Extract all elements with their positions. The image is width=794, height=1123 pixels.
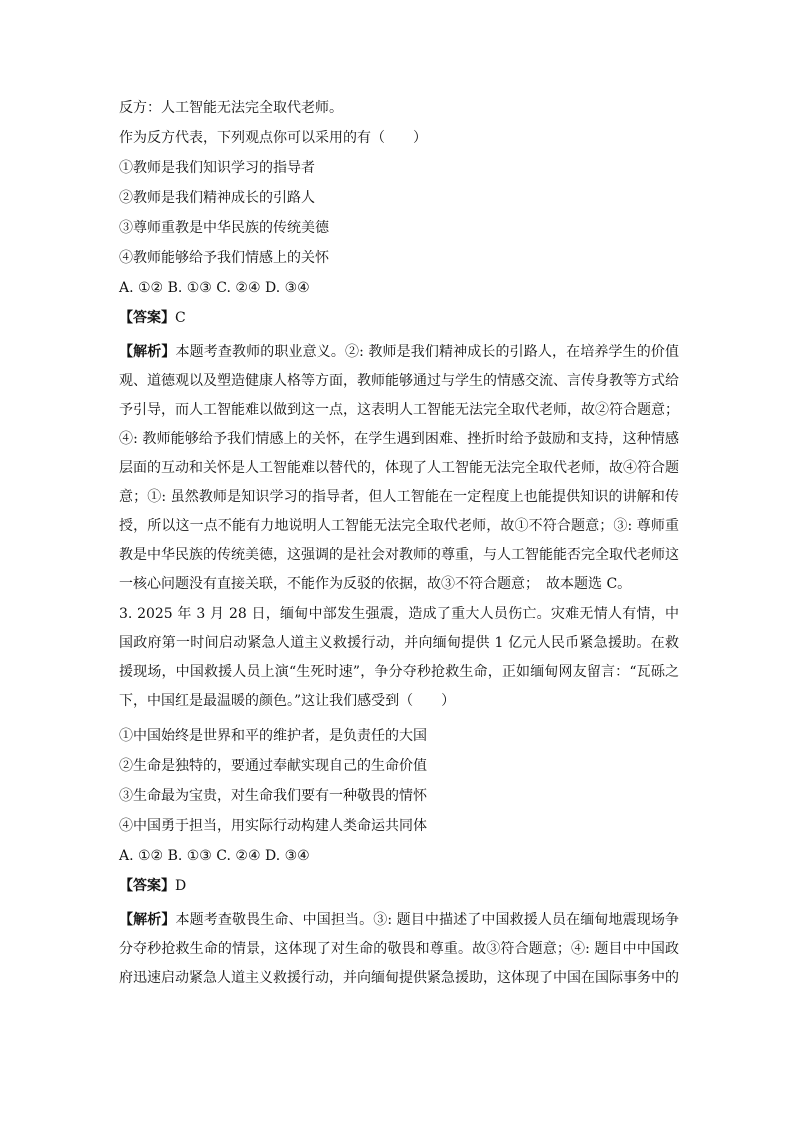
answer-tag: 【答案】	[119, 878, 175, 894]
question-2-option-1: ①教师是我们知识学习的指导者	[119, 160, 315, 176]
question-2-option-2: ②教师是我们精神成长的引路人	[119, 190, 315, 206]
answer-value: D	[175, 878, 187, 894]
question-3-option-1: ①中国始终是世界和平的维护者，是负责任的大国	[119, 728, 427, 744]
question-3-option-2: ②生命是独特的，要通过奉献实现自己的生命价值	[119, 758, 427, 774]
question-2-stance: 反方：人工智能无法完全取代老师。	[119, 100, 343, 116]
answer-value: C	[175, 310, 186, 326]
question-2-option-3: ③尊师重教是中华民族的传统美德	[119, 220, 329, 236]
question-3-answer	[119, 876, 679, 896]
question-3-option-4: ④中国勇于担当，用实际行动构建人类命运共同体	[119, 818, 427, 834]
answer-tag: 【答案】	[119, 310, 175, 326]
question-3-choices: A. ①② B. ①③ C. ②④ D. ③④	[119, 848, 310, 864]
page-content	[119, 98, 679, 994]
question-2-prompt: 作为反方代表，下列观点你可以采用的有（ ）	[119, 130, 427, 146]
question-2-analysis	[119, 338, 679, 599]
analysis-text: 本题考查教师的职业意义。②: 教师是我们精神成长的引路人，在培养学生的价值观、道德观以及塑造健康人格等方面，教师能够通过与学生的情感交流、言传身教等方式给予引导，而人工智能难以做到这一点，这表明人工智能无法完全取代老师，故②符合题意；④: 教师能够给予我们情感上的关怀，在学生遇到困难、挫折时给予鼓励和支持，这种情感层面的互动和关怀是人工智能难以替代的，体现了人工智能无法完全取代老师，故④符合题意；①: 虽然教师是知识学习的指导者，但人工智能在一定程度上也能提供知识的讲解和传授，所以这一点不能有力地说明人工智能无法完全取代老师，故①不符合题意；③: 尊师重教是中华民族的传统美德，这强调的是社会对教师的尊重，与人工智能能否完全取代老师这一核心问题没有直接关联，不能作为反驳的依据，故③不符合题意； 故本题选 C。	[119, 344, 679, 592]
question-2-option-4: ④教师能够给予我们情感上的关怀	[119, 250, 329, 266]
question-3-analysis	[119, 906, 679, 993]
question-2-answer	[119, 308, 679, 328]
analysis-text: 本题考查敬畏生命、中国担当。③: 题目中描述了中国救援人员在缅甸地震现场争分夺秒抢救生命的情景，这体现了对生命的敬畏和尊重。故③符合题意；④: 题目中中国政府迅速启动紧急人道主义救援行动，并向缅甸提供紧急援助，这体现了中国在国际事务中的	[119, 912, 679, 986]
question-3-stem: 3. 2025 年 3 月 28 日，缅甸中部发生强震，造成了重大人员伤亡。灾难无情人有情，中国政府第一时间启动紧急人道主义救援行动，并向缅甸提供 1 亿元人民币紧急援助。在救援现场，中国救援人员上演“生死时速”，争分夺秒抢救生命，正如缅甸网友留言：“瓦砾之下，中国红是最温暖的颜色。”这让我们感受到（ ）	[119, 606, 679, 709]
question-3-option-3: ③生命最为宝贵，对生命我们要有一种敬畏的情怀	[119, 788, 427, 804]
question-2-choices: A. ①② B. ①③ C. ②④ D. ③④	[119, 280, 310, 296]
analysis-tag: 【解析】	[119, 344, 176, 360]
analysis-tag: 【解析】	[119, 912, 176, 928]
